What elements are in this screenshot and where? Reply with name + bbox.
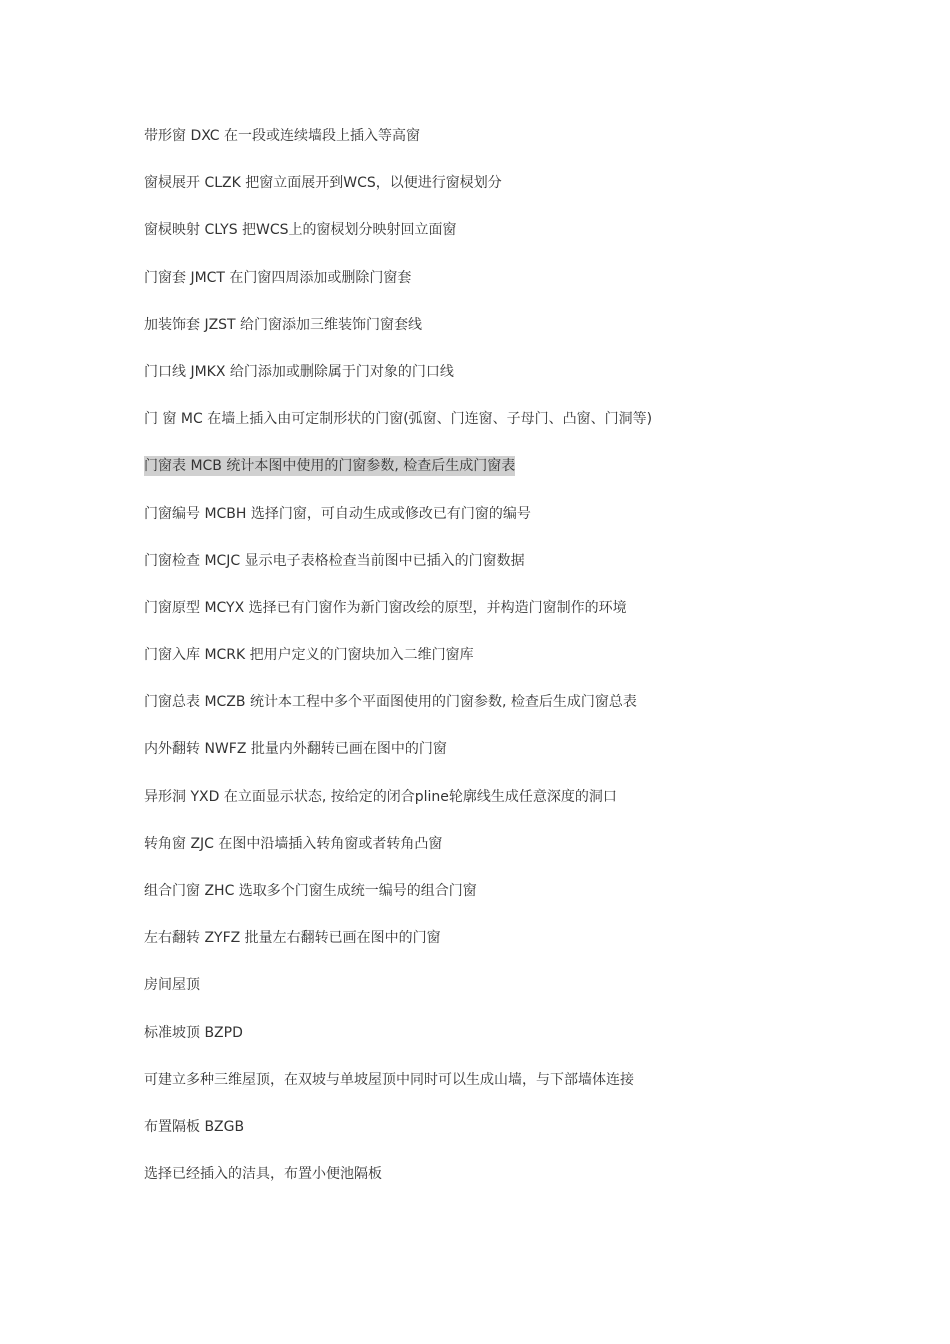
line-text: 布置隔板 BZGB	[144, 1118, 245, 1135]
line-text: 内外翻转 NWFZ 批量内外翻转已画在图中的门窗	[144, 741, 447, 758]
text-line-1	[144, 126, 904, 173]
text-line-14	[144, 739, 904, 786]
line-text: 窗棂展开 CLZK 把窗立面展开到WCS，以便进行窗棂划分	[144, 175, 502, 192]
line-text: 选择已经插入的洁具，布置小便池隔板	[144, 1166, 382, 1183]
text-line-5	[144, 315, 904, 362]
line-text: 门窗编号 MCBH 选择门窗，可自动生成或修改已有门窗的编号	[144, 505, 531, 522]
text-line-15	[144, 787, 904, 834]
line-text: 可建立多种三维屋顶，在双坡与单坡屋顶中同时可以生成山墙，与下部墙体连接	[144, 1071, 634, 1088]
line-text: 窗棂映射 CLYS 把WCS上的窗棂划分映射回立面窗	[144, 222, 457, 239]
text-line-20	[144, 1023, 904, 1070]
line-text: 带形窗 DXC 在一段或连续墙段上插入等高窗	[144, 128, 421, 144]
text-line-8-highlighted	[144, 456, 904, 503]
text-line-4	[144, 268, 904, 315]
text-line-6	[144, 362, 904, 409]
text-line-16	[144, 834, 904, 881]
text-line-7	[144, 409, 904, 456]
text-line-10	[144, 551, 904, 598]
text-line-9	[144, 504, 904, 551]
line-text: 异形洞 YXD 在立面显示状态, 按给定的闭合pline轮廓线生成任意深度的洞口	[144, 788, 617, 805]
line-text: 组合门窗 ZHC 选取多个门窗生成统一编号的组合门窗	[144, 883, 477, 899]
text-line-13	[144, 692, 904, 739]
line-text: 左右翻转 ZYFZ 批量左右翻转已画在图中的门窗	[144, 930, 441, 947]
text-line-2	[144, 173, 904, 220]
line-text: 门窗检查 MCJC 显示电子表格检查当前图中已插入的门窗数据	[144, 552, 525, 569]
line-text: 门口线 JMKX 给门添加或删除属于门对象的门口线	[144, 363, 454, 380]
section-heading-room-roof	[144, 975, 904, 1022]
text-line-3	[144, 220, 904, 267]
line-text-selection[interactable]: 门窗表 MCB 统计本图中使用的门窗参数, 检查后生成门窗表	[144, 458, 516, 475]
line-text: 门 窗 MC 在墙上插入由可定制形状的门窗(弧窗、门连窗、子母门、凸窗、门洞等)	[144, 411, 653, 428]
line-text: 门窗总表 MCZB 统计本工程中多个平面图使用的门窗参数, 检查后生成门窗总表	[144, 694, 637, 711]
text-line-11	[144, 598, 904, 645]
line-text: 门窗原型 MCYX 选择已有门窗作为新门窗改绘的原型，并构造门窗制作的环境	[144, 599, 627, 616]
line-text: 转角窗 ZJC 在图中沿墙插入转角窗或者转角凸窗	[144, 835, 443, 852]
text-line-23	[144, 1164, 904, 1211]
text-line-12	[144, 645, 904, 692]
text-line-22	[144, 1117, 904, 1164]
line-text: 房间屋顶	[144, 977, 200, 994]
line-text: 门窗套 JMCT 在门窗四周添加或删除门窗套	[144, 269, 412, 286]
line-text: 标准坡顶 BZPD	[144, 1024, 243, 1041]
line-text: 加装饰套 JZST 给门窗添加三维装饰门窗套线	[144, 316, 423, 333]
text-line-18	[144, 928, 904, 975]
text-line-21	[144, 1070, 904, 1117]
text-line-17	[144, 881, 904, 928]
line-text: 门窗入库 MCRK 把用户定义的门窗块加入二维门窗库	[144, 647, 474, 664]
text-lines	[144, 126, 904, 1211]
